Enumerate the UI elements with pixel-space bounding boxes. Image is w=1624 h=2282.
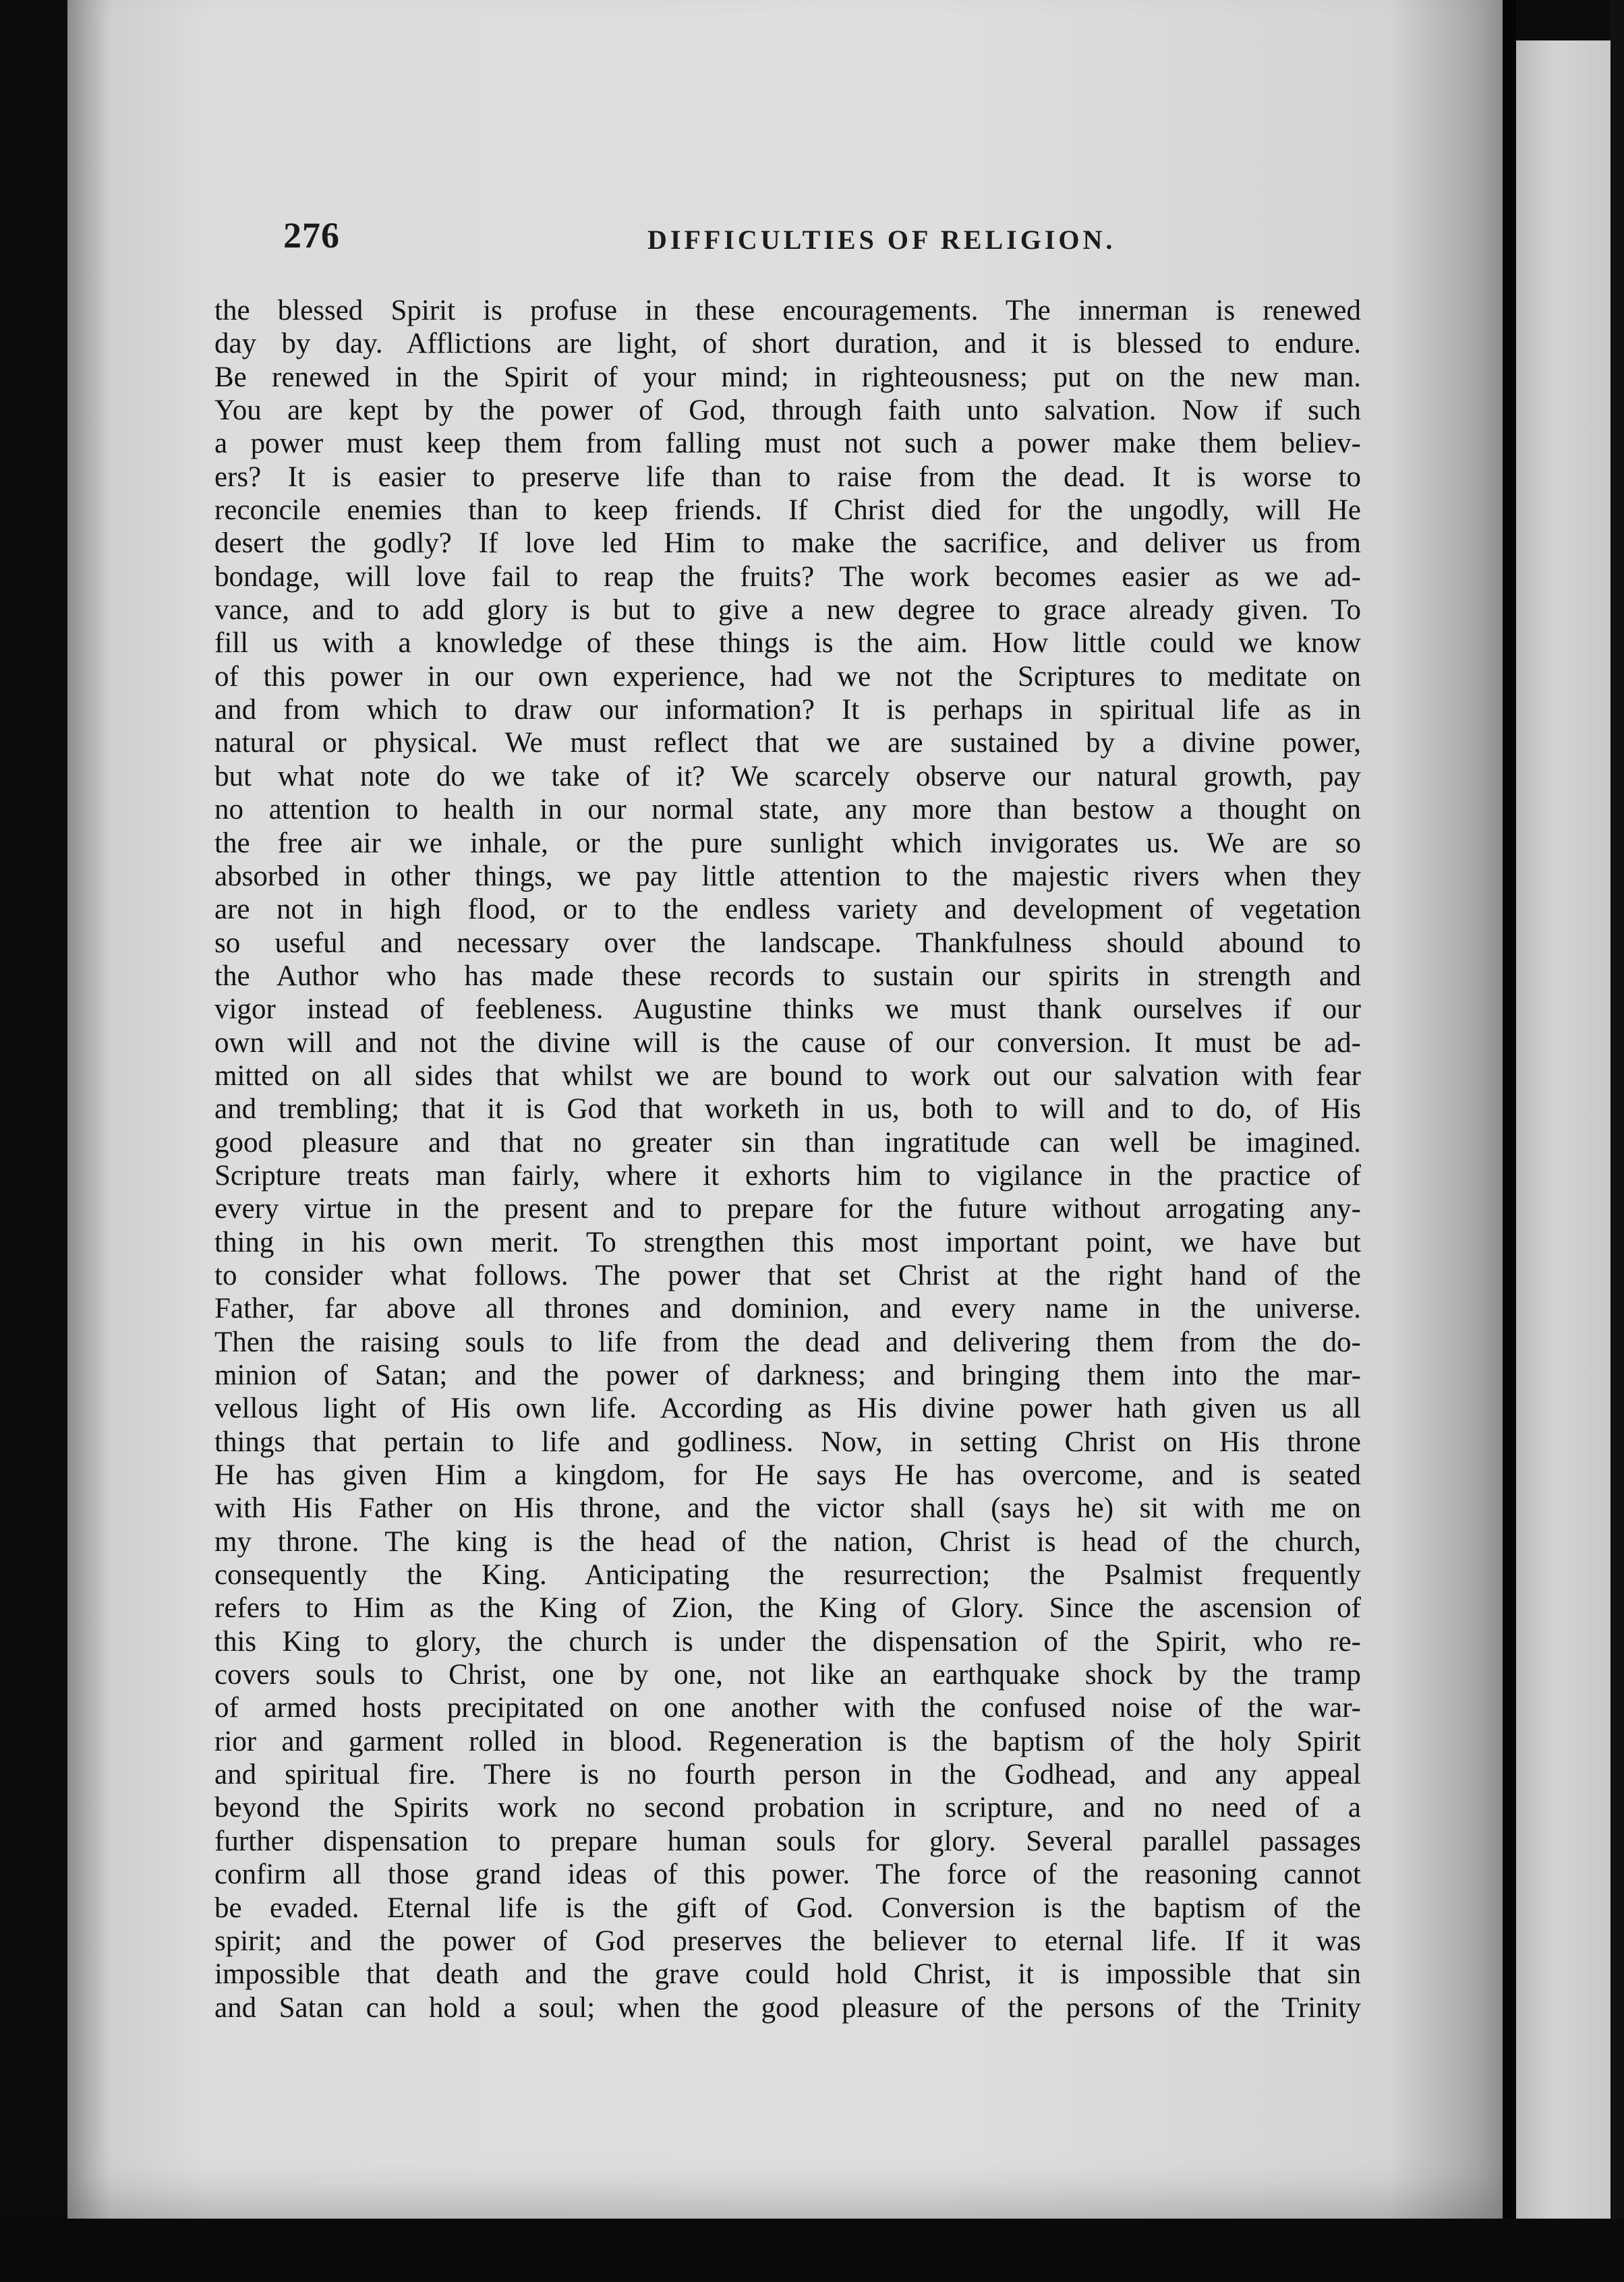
- page-number: 276: [283, 215, 340, 256]
- text-line: to consider what follows. The power that set Christ at the right hand of the: [214, 1259, 1361, 1291]
- text-line: vance, and to add glory is but to give a new degree to grace already given. To: [214, 594, 1361, 626]
- text-line: You are kept by the power of God, through faith unto salvation. Now if such: [214, 394, 1361, 427]
- facing-page-edge: [1516, 40, 1611, 2225]
- text-line: and Satan can hold a soul; when the good pleasure of the persons of the Trinity: [214, 1991, 1361, 2024]
- text-line: with His Father on His throne, and the victor shall (says he) sit with me on: [214, 1492, 1361, 1525]
- text-line: so useful and necessary over the landscape. Thankfulness should abound to: [214, 927, 1361, 959]
- text-line: every virtue in the present and to prepare for the future without arrogating any-: [214, 1193, 1361, 1225]
- scan-border-bottom: [0, 2219, 1624, 2282]
- text-line: refers to Him as the King of Zion, the King of Glory. Since the ascension of: [214, 1592, 1361, 1625]
- text-line: Then the raising souls to life from the dead and delivering them from the do-: [214, 1326, 1361, 1358]
- text-line: be evaded. Eternal life is the gift of God. Conversion is the baptism of the: [214, 1892, 1361, 1924]
- text-line: consequently the King. Anticipating the resurrection; the Psalmist frequently: [214, 1559, 1361, 1591]
- text-line: Be renewed in the Spirit of your mind; in righteousness; put on the new man.: [214, 361, 1361, 393]
- text-line: rior and garment rolled in blood. Regeneration is the baptism of the holy Spirit: [214, 1725, 1361, 1757]
- text-line: vellous light of His own life. According as His divine power hath given us all: [214, 1393, 1361, 1425]
- text-line: minion of Satan; and the power of darkness; and bringing them into the mar-: [214, 1359, 1361, 1391]
- text-line: impossible that death and the grave could hold Christ, it is impossible that sin: [214, 1958, 1361, 1991]
- text-line: covers souls to Christ, one by one, not like an earthquake shock by the tramp: [214, 1659, 1361, 1691]
- text-line: Father, far above all thrones and dominion, and every name in the universe.: [214, 1293, 1361, 1325]
- text-line: reconcile enemies than to keep friends. If Christ died for the ungodly, will He: [214, 494, 1361, 527]
- text-line: my throne. The king is the head of the nation, Christ is head of the church,: [214, 1525, 1361, 1558]
- scan-border-right: [1611, 0, 1624, 2282]
- text-line: this King to glory, the church is under the dispensation of the Spirit, who re-: [214, 1625, 1361, 1658]
- text-line: good pleasure and that no greater sin than ingratitude can well be imagined.: [214, 1126, 1361, 1159]
- text-line: natural or physical. We must reflect that we are sustained by a divine power,: [214, 727, 1361, 759]
- text-line: own will and not the divine will is the cause of our conversion. It must be ad-: [214, 1026, 1361, 1059]
- text-line: a power must keep them from falling must not such a power make them believ-: [214, 428, 1361, 460]
- text-line: but what note do we take of it? We scarcely observe our natural growth, pay: [214, 760, 1361, 792]
- text-line: ers? It is easier to preserve life than to raise from the dead. It is worse to: [214, 461, 1361, 493]
- text-line: the Author who has made these records to sustain our spirits in strength and: [214, 960, 1361, 992]
- text-line: no attention to health in our normal state, any more than bestow a thought on: [214, 794, 1361, 826]
- text-line: of armed hosts precipitated on one another with the confused noise of the war-: [214, 1692, 1361, 1724]
- text-line: beyond the Spirits work no second probation in scripture, and no need of a: [214, 1792, 1361, 1824]
- text-line: thing in his own merit. To strengthen this most important point, we have but: [214, 1226, 1361, 1258]
- text-line: vigor instead of feebleness. Augustine thinks we must thank ourselves if our: [214, 993, 1361, 1026]
- body-text: [214, 294, 1361, 2024]
- text-line: mitted on all sides that whilst we are bound to work out our salvation with fear: [214, 1059, 1361, 1092]
- text-line: the free air we inhale, or the pure sunlight which invigorates us. We are so: [214, 827, 1361, 859]
- text-line: He has given Him a kingdom, for He says He has overcome, and is seated: [214, 1459, 1361, 1492]
- text-line: bondage, will love fail to reap the fruits? The work becomes easier as we ad-: [214, 560, 1361, 593]
- page-header: [283, 202, 1430, 270]
- text-line: Scripture treats man fairly, where it exhorts him to vigilance in the practice of: [214, 1159, 1361, 1192]
- text-line: are not in high flood, or to the endless variety and development of vegetation: [214, 894, 1361, 926]
- text-line: fill us with a knowledge of these things is the aim. How little could we know: [214, 627, 1361, 660]
- text-line: of this power in our own experience, had we not the Scriptures to meditate on: [214, 660, 1361, 693]
- text-line: and trembling; that it is God that worketh in us, both to will and to do, of His: [214, 1093, 1361, 1125]
- text-line: confirm all those grand ideas of this power. The force of the reasoning cannot: [214, 1859, 1361, 1891]
- text-line: and from which to draw our information? It is perhaps in spiritual life as in: [214, 694, 1361, 726]
- running-head: DIFFICULTIES OF RELIGION.: [647, 225, 1116, 255]
- text-line: desert the godly? If love led Him to make the sacrifice, and deliver us from: [214, 527, 1361, 560]
- text-line: absorbed in other things, we pay little attention to the majestic rivers when they: [214, 860, 1361, 892]
- gutter-shadow: [1503, 0, 1516, 2282]
- text-line: things that pertain to life and godliness. Now, in setting Christ on His throne: [214, 1426, 1361, 1458]
- text-line: day by day. Afflictions are light, of short duration, and it is blessed to endure.: [214, 328, 1361, 360]
- text-line: spirit; and the power of God preserves the believer to eternal life. If it was: [214, 1925, 1361, 1957]
- text-line: the blessed Spirit is profuse in these encouragements. The innerman is renewed: [214, 295, 1361, 326]
- text-line: and spiritual fire. There is no fourth person in the Godhead, and any appeal: [214, 1759, 1361, 1791]
- text-line: further dispensation to prepare human souls for glory. Several parallel passages: [214, 1825, 1361, 1857]
